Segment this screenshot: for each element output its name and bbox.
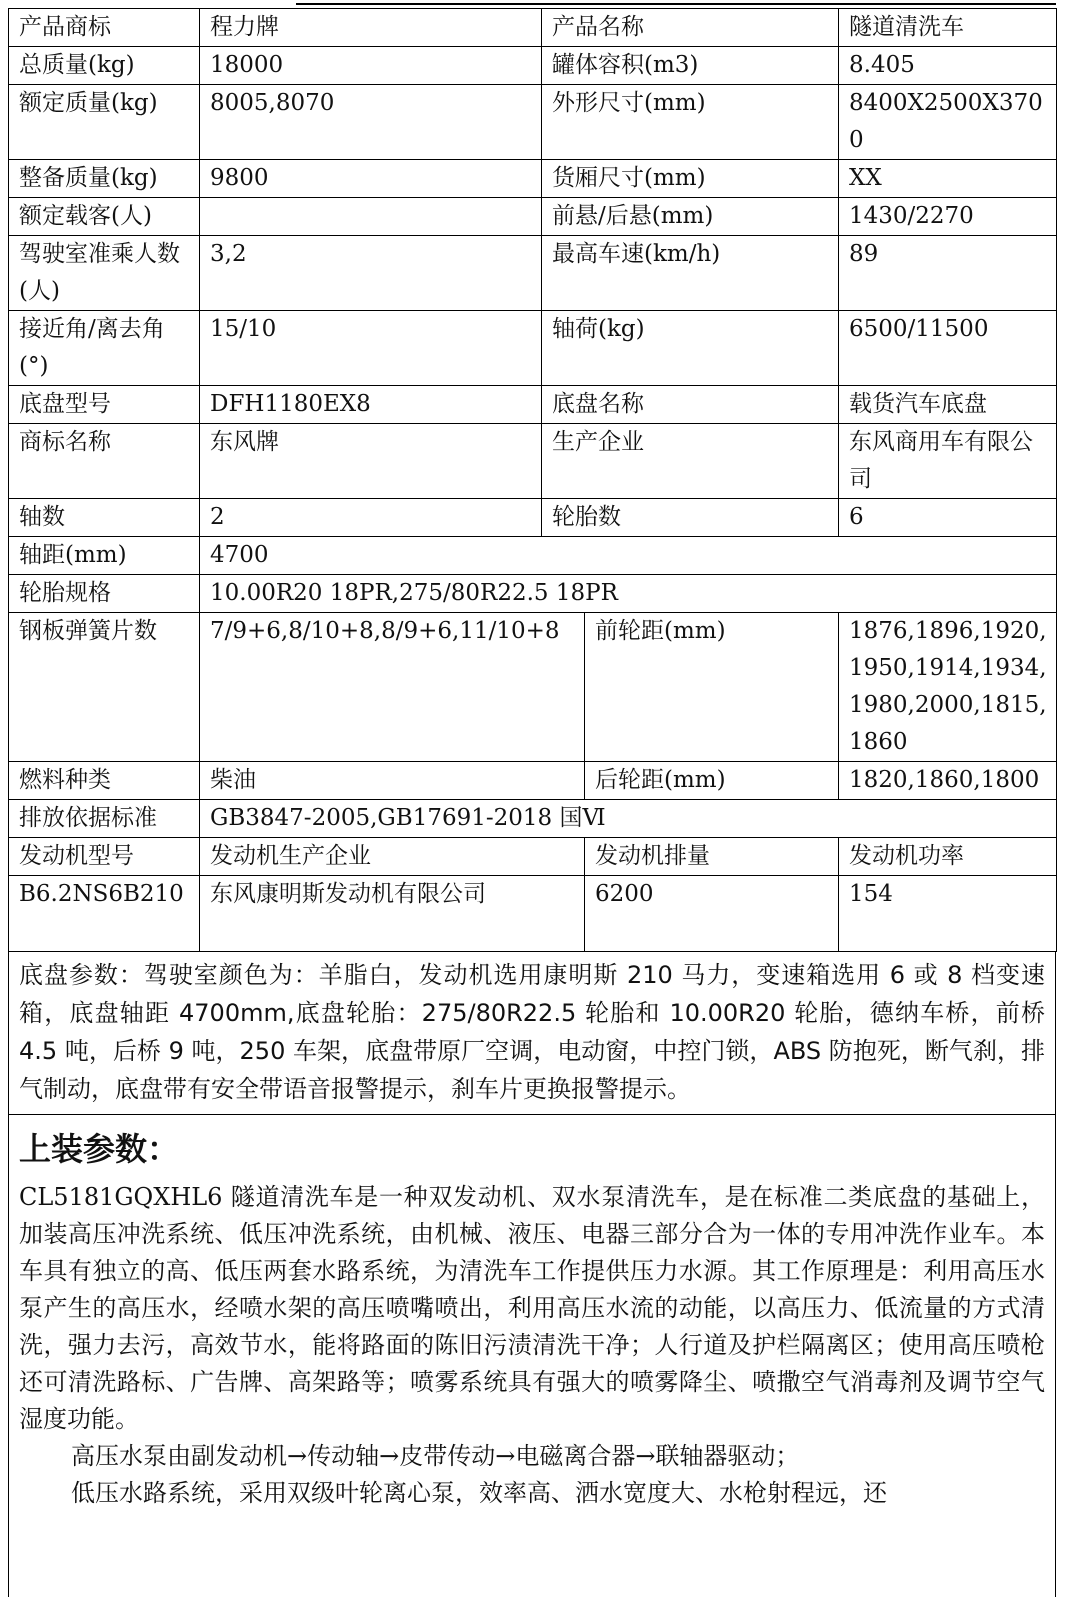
header-cell: 发动机排量 bbox=[585, 838, 839, 876]
label-cell: 后轮距(mm) bbox=[585, 762, 839, 800]
upper-paragraph: 高压水泵由副发动机→传动轴→皮带传动→电磁离合器→联轴器驱动； bbox=[71, 1442, 800, 1470]
upper-paragraph: CL5181GQXHL6 隧道清洗车是一种双发动机、双水泵清洗车，是在标准二类底盘的基础上，加装高压冲洗系统、低压冲洗系统，由机械、液压、电器三部分合为一体的专用冲洗作业车。本车具有独立的高、低压两套水路系统，为清洗车工作提供压力水源。其工作原理是：利用高压水泵产生的高压水，经喷水架的高压喷嘴喷出，利用高压水流的动能，以高压力、低流量的方式清洗，强力去污，高效节水，能将路面的陈旧污渍清洗干净；人行道及护栏隔离区；使用高压喷枪还可清洗路标、广告牌、高架路等；喷雾系统具有强大的喷雾降尘、喷撒空气消毒剂及调节空气湿度功能。 bbox=[19, 1183, 1045, 1433]
table-row bbox=[9, 9, 1057, 47]
table-row bbox=[9, 613, 1057, 762]
chassis-parameters: 底盘参数：驾驶室颜色为：羊脂白，发动机选用康明斯 210 马力，变速箱选用 6 或 8 档变速箱，底盘轴距 4700mm,底盘轮胎：275/80R22.5 轮胎和 10.00R20 轮胎，德纳车桥，前桥 4.5 吨，后桥 9 吨，250 车架，底盘带原厂空调，电动窗，中控门锁，ABS 防抱死，断气刹，排气制动，底盘带有安全带语音报警提示，刹车片更换报警提示。 bbox=[8, 952, 1056, 1115]
table-row bbox=[9, 424, 1057, 499]
value-cell: 6 bbox=[839, 499, 1057, 537]
label-cell: 前悬/后悬(mm) bbox=[542, 198, 839, 236]
value-cell: B6.2NS6B210 bbox=[9, 876, 200, 952]
value-cell: 东风商用车有限公司 bbox=[839, 424, 1057, 499]
label-cell: 接近角/离去角(°) bbox=[9, 311, 200, 386]
label-cell: 驾驶室准乘人数(人) bbox=[9, 236, 200, 311]
label-cell: 燃料种类 bbox=[9, 762, 200, 800]
label-cell: 前轮距(mm) bbox=[585, 613, 839, 762]
table-row bbox=[9, 85, 1057, 160]
top-rule bbox=[296, 3, 1056, 5]
value-cell: 154 bbox=[839, 876, 1057, 952]
label-cell: 外形尺寸(mm) bbox=[542, 85, 839, 160]
value-cell: 隧道清洗车 bbox=[839, 9, 1057, 47]
table-row bbox=[9, 160, 1057, 198]
table-row bbox=[9, 800, 1057, 838]
value-cell: 6200 bbox=[585, 876, 839, 952]
label-cell: 最高车速(km/h) bbox=[542, 236, 839, 311]
value-cell: 89 bbox=[839, 236, 1057, 311]
table-row bbox=[9, 386, 1057, 424]
value-cell: 8005,8070 bbox=[200, 85, 542, 160]
header-cell: 发动机生产企业 bbox=[200, 838, 585, 876]
label-cell: 轮胎数 bbox=[542, 499, 839, 537]
label-cell: 钢板弹簧片数 bbox=[9, 613, 200, 762]
label-cell: 总质量(kg) bbox=[9, 47, 200, 85]
label-cell: 罐体容积(m3) bbox=[542, 47, 839, 85]
table-row bbox=[9, 311, 1057, 386]
label-cell: 轮胎规格 bbox=[9, 575, 200, 613]
label-cell: 底盘名称 bbox=[542, 386, 839, 424]
spec-sheet bbox=[8, 8, 1056, 1597]
value-cell: DFH1180EX8 bbox=[200, 386, 542, 424]
value-cell: GB3847-2005,GB17691-2018 国Ⅵ bbox=[200, 800, 1057, 838]
value-cell: 2 bbox=[200, 499, 542, 537]
value-cell: 柴油 bbox=[200, 762, 585, 800]
upper-body-section bbox=[8, 1115, 1056, 1597]
upper-paragraph: 低压水路系统，采用双级叶轮离心泵，效率高、洒水宽度大、水枪射程远，还 bbox=[71, 1479, 887, 1507]
value-cell: 8400X2500X3700 bbox=[839, 85, 1057, 160]
value-cell: 10.00R20 18PR,275/80R22.5 18PR bbox=[200, 575, 1057, 613]
label-cell: 轴距(mm) bbox=[9, 537, 200, 575]
label-cell: 生产企业 bbox=[542, 424, 839, 499]
value-cell: 18000 bbox=[200, 47, 542, 85]
table-row bbox=[9, 47, 1057, 85]
value-cell: 9800 bbox=[200, 160, 542, 198]
label-cell: 轴荷(kg) bbox=[542, 311, 839, 386]
label-cell: 货厢尺寸(mm) bbox=[542, 160, 839, 198]
value-cell: 7/9+6,8/10+8,8/9+6,11/10+8 bbox=[200, 613, 585, 762]
value-cell: 载货汽车底盘 bbox=[839, 386, 1057, 424]
value-cell: 6500/11500 bbox=[839, 311, 1057, 386]
value-cell: 8.405 bbox=[839, 47, 1057, 85]
label-cell: 额定质量(kg) bbox=[9, 85, 200, 160]
label-cell: 轴数 bbox=[9, 499, 200, 537]
header-cell: 发动机功率 bbox=[839, 838, 1057, 876]
value-cell: 1820,1860,1800 bbox=[839, 762, 1057, 800]
label-cell: 商标名称 bbox=[9, 424, 200, 499]
value-cell bbox=[200, 198, 542, 236]
label-cell: 底盘型号 bbox=[9, 386, 200, 424]
label-cell: 产品名称 bbox=[542, 9, 839, 47]
value-cell: XX bbox=[839, 160, 1057, 198]
table-row bbox=[9, 876, 1057, 952]
table-row bbox=[9, 838, 1057, 876]
value-cell: 程力牌 bbox=[200, 9, 542, 47]
value-cell: 4700 bbox=[200, 537, 1057, 575]
table-row bbox=[9, 537, 1057, 575]
spec-table bbox=[8, 8, 1057, 952]
value-cell: 东风康明斯发动机有限公司 bbox=[200, 876, 585, 952]
table-row bbox=[9, 198, 1057, 236]
value-cell: 东风牌 bbox=[200, 424, 542, 499]
value-cell: 3,2 bbox=[200, 236, 542, 311]
table-row bbox=[9, 499, 1057, 537]
table-row bbox=[9, 575, 1057, 613]
label-cell: 额定载客(人) bbox=[9, 198, 200, 236]
value-cell: 15/10 bbox=[200, 311, 542, 386]
value-cell: 1430/2270 bbox=[839, 198, 1057, 236]
table-row bbox=[9, 236, 1057, 311]
value-cell: 1876,1896,1920,1950,1914,1934,1980,2000,1815,1860 bbox=[839, 613, 1057, 762]
header-cell: 发动机型号 bbox=[9, 838, 200, 876]
upper-heading: 上装参数： bbox=[19, 1130, 180, 1168]
label-cell: 产品商标 bbox=[9, 9, 200, 47]
table-row bbox=[9, 762, 1057, 800]
label-cell: 整备质量(kg) bbox=[9, 160, 200, 198]
label-cell: 排放依据标准 bbox=[9, 800, 200, 838]
